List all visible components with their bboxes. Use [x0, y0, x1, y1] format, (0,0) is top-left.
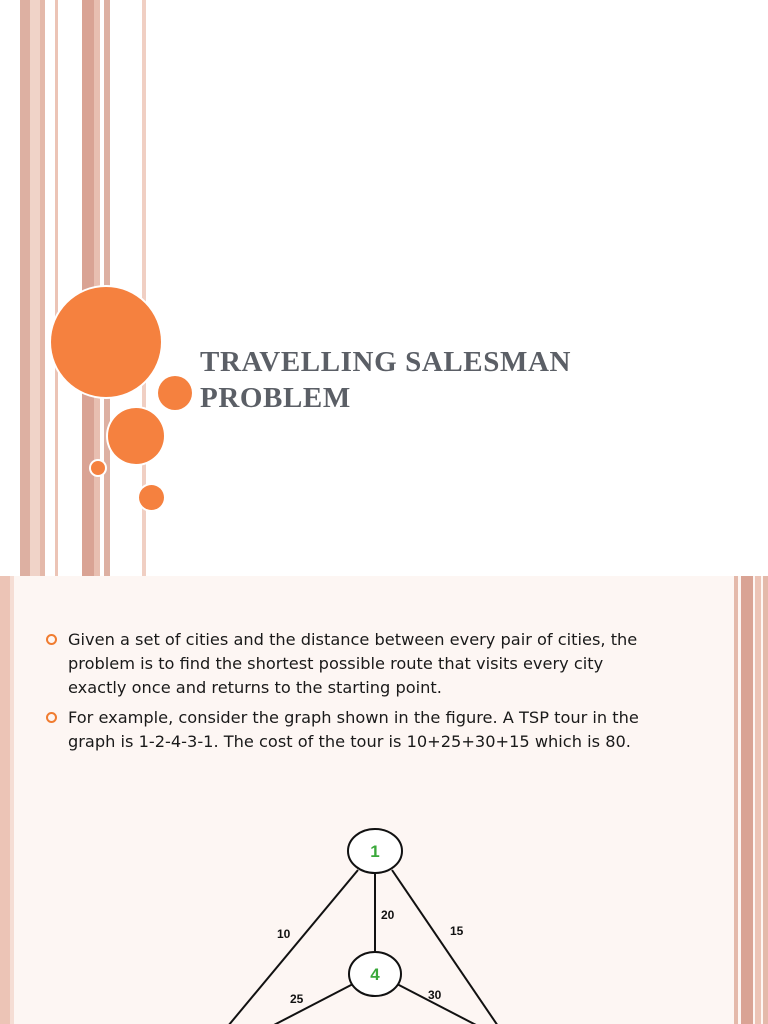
graph-edge [392, 870, 498, 1024]
slide-title: TRAVELLING SALESMAN PROBLEM [200, 346, 572, 414]
decor-stripe [0, 576, 10, 1024]
content-slide [0, 576, 768, 1024]
graph-edge-label: 20 [381, 908, 395, 922]
tsp-graph [200, 826, 540, 1024]
bullet-item [46, 706, 666, 754]
decor-stripe [30, 0, 40, 576]
decor-stripe [20, 0, 30, 576]
decor-circle [158, 376, 192, 410]
graph-edge-label: 10 [277, 927, 291, 941]
decor-stripe [755, 576, 761, 1024]
bullet-text: Given a set of cities and the distance between every pair of cities, the problem is to find the shortest possible route that visits every city exactly once and returns to the starting point. [68, 630, 638, 697]
graph-node-label: 1 [370, 842, 380, 861]
bullet-circle-icon [46, 634, 57, 645]
graph-edge [272, 984, 353, 1024]
graph-edge-label: 30 [428, 988, 442, 1002]
decor-circle [139, 485, 164, 510]
bullet-text: For example, consider the graph shown in the figure. A TSP tour in the graph is 1-2-4-3-1. The cost of the tour is 10+25+30+15 which is 80. [68, 708, 639, 751]
decor-stripe [763, 576, 768, 1024]
graph-edge-label: 25 [290, 992, 304, 1006]
decor-stripe [741, 576, 753, 1024]
decor-stripe [734, 576, 738, 1024]
graph-node-label: 4 [370, 965, 380, 984]
bullet-item [46, 628, 666, 700]
graph-edge-label: 15 [450, 924, 464, 938]
bullet-circle-icon [46, 712, 57, 723]
decor-circle [91, 461, 105, 475]
bullet-list [46, 628, 666, 760]
decor-stripe [10, 576, 14, 1024]
decor-circle [51, 287, 161, 397]
decor-stripe [40, 0, 45, 576]
decor-circle [108, 408, 164, 464]
decor-stripe [55, 0, 58, 576]
